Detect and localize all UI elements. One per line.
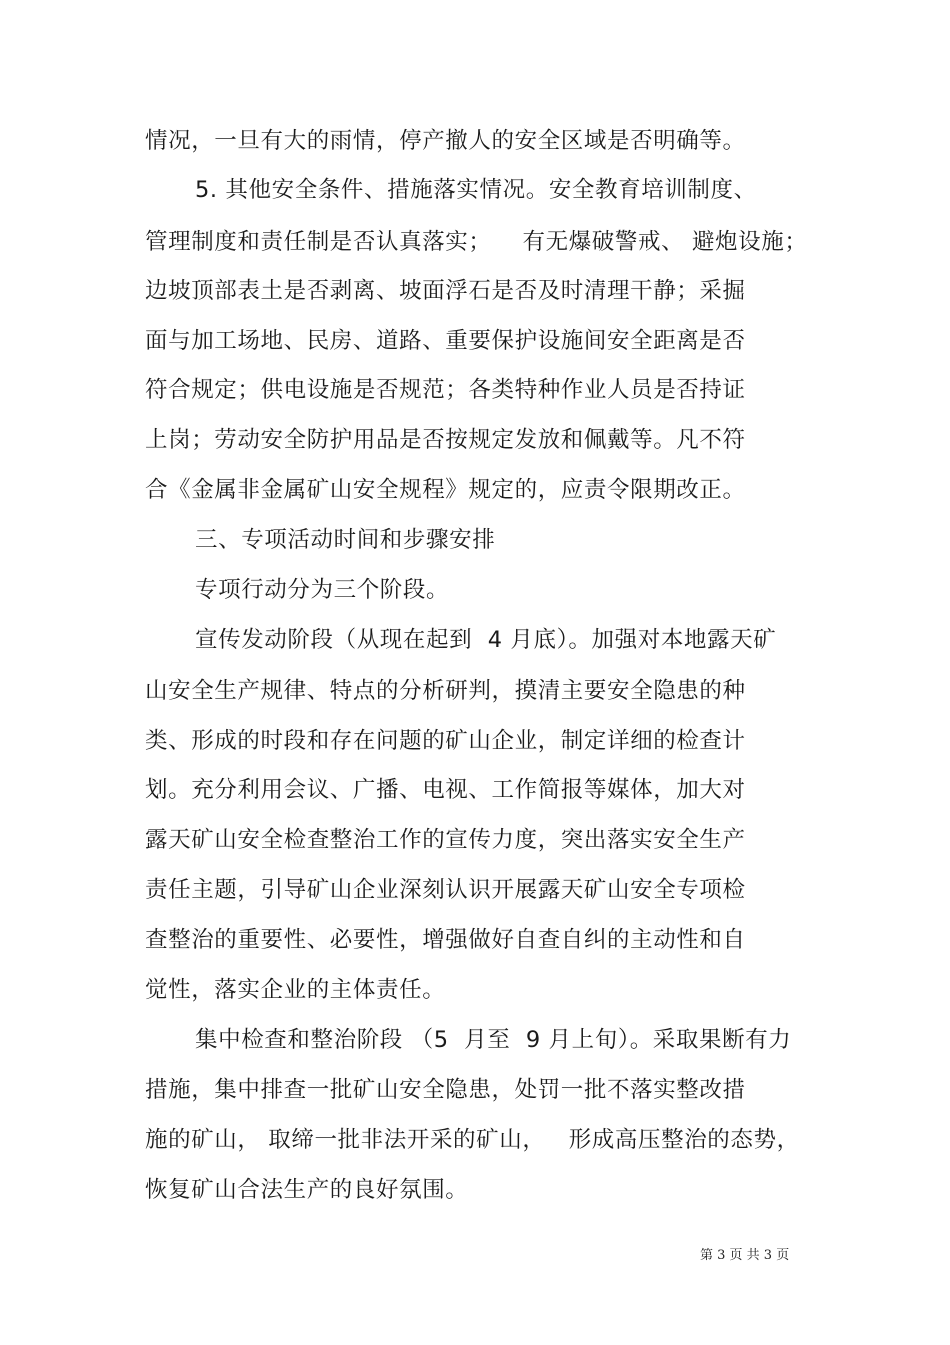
- text-line: 露天矿山安全检查整治工作的宣传力度，突出落实安全生产: [145, 827, 746, 853]
- text-line: 集中检查和整治阶段 （5 月至 9 月上旬）。采取果断有力: [195, 1027, 792, 1053]
- text-line: 恢复矿山合法生产的良好氛围。: [145, 1177, 469, 1203]
- text-line: 责任主题，引导矿山企业深刻认识开展露天矿山安全专项检: [145, 877, 746, 903]
- text-line: 专项行动分为三个阶段。: [195, 577, 450, 603]
- text-line: 符合规定；供电设施是否规范；各类特种作业人员是否持证: [145, 377, 746, 403]
- text-line: 山安全生产规律、特点的分析研判，摸清主要安全隐患的种: [145, 678, 746, 704]
- text-line: 情况，一旦有大的雨情，停产撤人的安全区域是否明确等。: [145, 128, 746, 154]
- text-line: 管理制度和责任制是否认真落实； 有无爆破警戒、 避炮设施；: [145, 229, 808, 255]
- text-line: 类、形成的时段和存在问题的矿山企业，制定详细的检查计: [145, 728, 746, 754]
- text-line: 宣传发动阶段（从现在起到 4 月底）。加强对本地露天矿: [195, 627, 777, 653]
- text-line: 5. 其他安全条件、措施落实情况。安全教育培训制度、: [195, 177, 757, 203]
- text-line: 划。充分利用会议、广播、电视、工作简报等媒体，加大对: [145, 777, 746, 803]
- section-heading: 三、专项活动时间和步骤安排: [195, 527, 496, 553]
- page-number: 第 3 页 共 3 页: [700, 1248, 790, 1263]
- text-line: 措施，集中排查一批矿山安全隐患，处罚一批不落实整改措: [145, 1077, 746, 1103]
- text-line: 查整治的重要性、必要性，增强做好自查自纠的主动性和自: [145, 927, 746, 953]
- text-line: 上岗；劳动安全防护用品是否按规定发放和佩戴等。凡不符: [145, 427, 746, 453]
- text-line: 边坡顶部表土是否剥离、坡面浮石是否及时清理干静；采掘: [145, 278, 746, 304]
- text-line: 合《金属非金属矿山安全规程》规定的，应责令限期改正。: [145, 477, 746, 503]
- text-line: 面与加工场地、民房、道路、重要保护设施间安全距离是否: [145, 328, 746, 354]
- text-line: 施的矿山， 取缔一批非法开采的矿山， 形成高压整治的态势，: [145, 1127, 800, 1153]
- text-line: 觉性，落实企业的主体责任。: [145, 977, 446, 1003]
